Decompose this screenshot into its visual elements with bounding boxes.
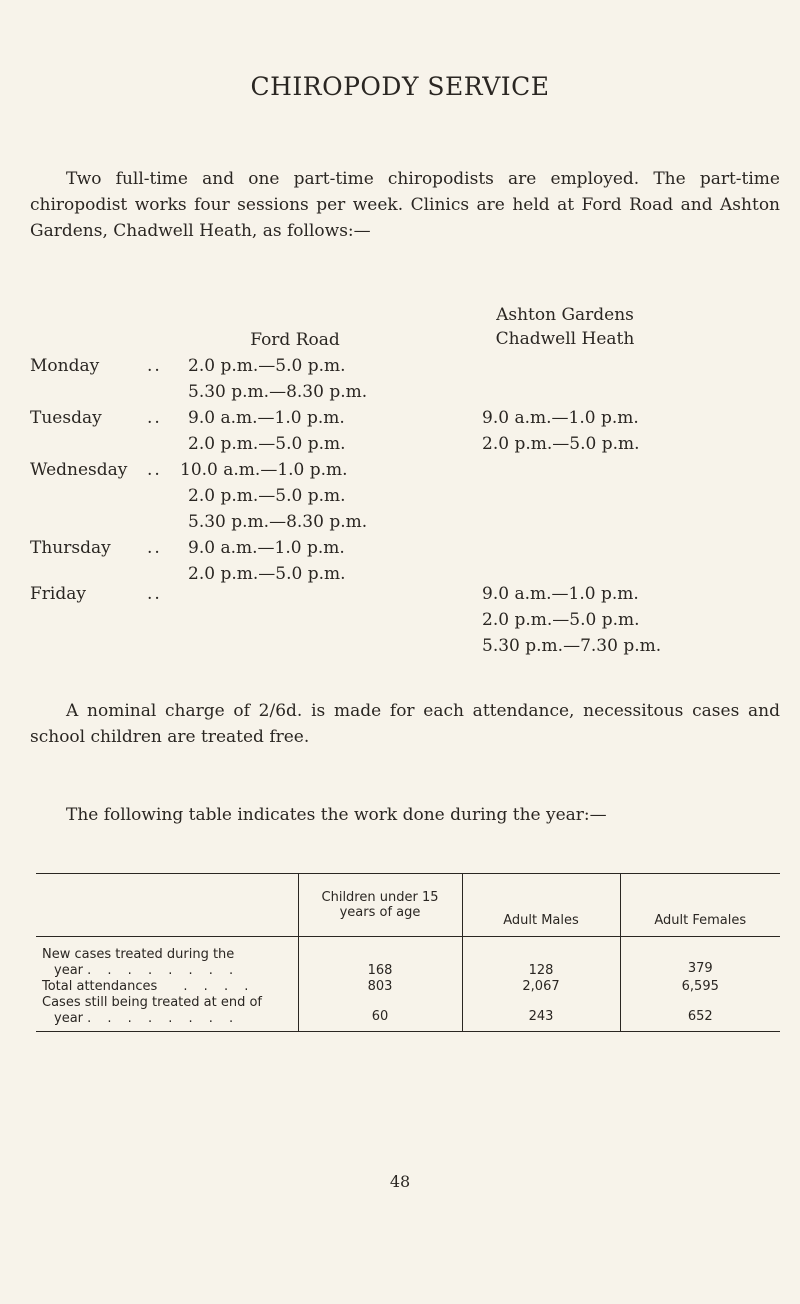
schedule-leader-dots: ..: [147, 408, 162, 428]
ford-road-session: 9.0 a.m.—1.0 p.m.: [188, 408, 345, 428]
ashton-session: 5.30 p.m.—7.30 p.m.: [482, 636, 662, 656]
header-children: Children under 15 years of age: [298, 874, 462, 937]
leader-dots: . . . . . . . .: [87, 963, 240, 978]
cell-adult-males: 128: [462, 937, 620, 980]
schedule-row: [0, 434, 800, 460]
schedule-row: [0, 356, 800, 382]
row-label-text: Total attendances: [42, 979, 158, 994]
schedule-row: [0, 382, 800, 408]
ford-road-session: 2.0 p.m.—5.0 p.m.: [188, 486, 346, 506]
schedule-row: [0, 460, 800, 486]
ashton-session: 9.0 a.m.—1.0 p.m.: [482, 584, 639, 604]
schedule-day: Friday: [30, 584, 86, 604]
schedule-leader-dots: ..: [147, 356, 162, 376]
cell-children: 803: [298, 979, 462, 995]
row-label-line-2: [42, 963, 292, 979]
ashton-session: 2.0 p.m.—5.0 p.m.: [482, 434, 640, 454]
header-adult-males: Adult Males: [462, 874, 620, 937]
table-header-row: [36, 874, 780, 937]
schedule-row: [0, 512, 800, 538]
table-intro-paragraph: The following table indicates the work done during the year:—: [66, 805, 607, 825]
ashton-header-line-2: Chadwell Heath: [495, 329, 635, 349]
ashton-gardens-header: [470, 303, 660, 351]
page-title: CHIROPODY SERVICE: [250, 72, 550, 101]
charge-paragraph: A nominal charge of 2/6d. is made for each attendance, necessitous cases and school children are treated free.: [30, 701, 780, 747]
row-label-line-1: New cases treated during the: [42, 947, 235, 962]
row-label-line-2: [42, 1011, 292, 1027]
page-number: 48: [389, 1172, 411, 1191]
cell-children: 168: [298, 937, 462, 980]
schedule-row: [0, 610, 800, 636]
leader-dots: . . . .: [183, 979, 255, 994]
ashton-session: 9.0 a.m.—1.0 p.m.: [482, 408, 639, 428]
row-label: [36, 979, 298, 995]
ford-road-session: 5.30 p.m.—8.30 p.m.: [188, 512, 368, 532]
table-row: [36, 979, 780, 995]
cell-adult-males: 243: [462, 995, 620, 1032]
schedule-day: Thursday: [30, 538, 111, 558]
row-label-line-1: Cases still being treated at end of: [42, 995, 262, 1010]
table-row: [36, 937, 780, 980]
ford-road-session: 2.0 p.m.—5.0 p.m.: [188, 564, 346, 584]
cell-adult-males: 2,067: [462, 979, 620, 995]
schedule-day: Monday: [30, 356, 100, 376]
header-adult-females: Adult Females: [620, 874, 780, 937]
schedule-day: Tuesday: [30, 408, 102, 428]
cell-adult-females: 652: [620, 995, 780, 1032]
ford-road-session: 10.0 a.m.—1.0 p.m.: [180, 460, 348, 480]
schedule-row: [0, 636, 800, 662]
header-blank: [36, 874, 298, 937]
intro-paragraph: Two full-time and one part-time chiropodists are employed. The part-time chiropodist works four sessions per week. Clinics are held at Ford Road and Ashton Gardens, Chadwell Heath, as follows:—: [30, 169, 780, 241]
schedule-row: [0, 486, 800, 512]
ashton-header-line-1: Ashton Gardens: [496, 305, 634, 325]
schedule-row: [0, 538, 800, 564]
schedule-row: [0, 584, 800, 610]
schedule-leader-dots: ..: [147, 584, 162, 604]
schedule-day: Wednesday: [30, 460, 128, 480]
ford-road-header: Ford Road: [250, 330, 340, 350]
cell-adult-females: 6,595: [620, 979, 780, 995]
ford-road-session: 2.0 p.m.—5.0 p.m.: [188, 434, 346, 454]
cell-children: 60: [298, 995, 462, 1032]
row-label-text: year: [54, 963, 84, 978]
row-label: [36, 937, 298, 980]
row-label: [36, 995, 298, 1032]
schedule-leader-dots: ..: [147, 538, 162, 558]
leader-dots: . . . . . . . .: [87, 1011, 240, 1026]
ford-road-session: 9.0 a.m.—1.0 p.m.: [188, 538, 345, 558]
row-label-text: year: [54, 1011, 84, 1026]
ford-road-session: 5.30 p.m.—8.30 p.m.: [188, 382, 368, 402]
schedule-row: [0, 408, 800, 434]
ford-road-session: 2.0 p.m.—5.0 p.m.: [188, 356, 346, 376]
table-row: [36, 995, 780, 1032]
cell-adult-females: 379: [620, 937, 780, 980]
schedule-leader-dots: ..: [147, 460, 162, 480]
ashton-session: 2.0 p.m.—5.0 p.m.: [482, 610, 640, 630]
chiropody-statistics-table: [36, 873, 780, 1032]
